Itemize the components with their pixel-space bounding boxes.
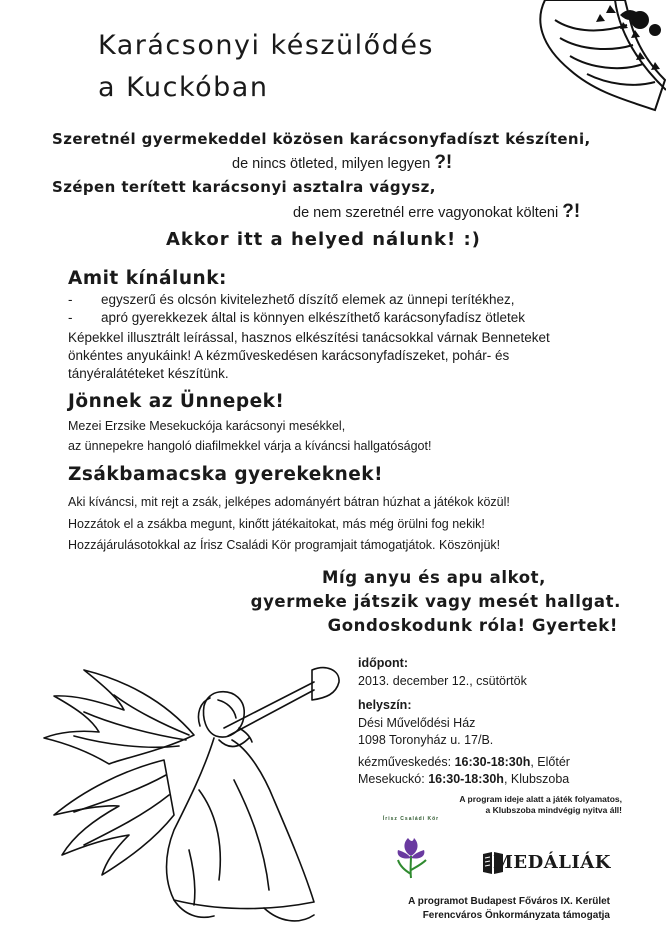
craft-schedule: kézműveskedés: 16:30-18:30h, Előtér [358, 755, 570, 769]
intro-question-2: Szépen terített karácsonyi asztalra vágysz, [52, 178, 436, 196]
offer-paragraph-line-1: Képekkel illusztrált leírással, hasznos elkészítési tanácsokkal várnak Benneteket [68, 330, 550, 345]
tale-schedule: Mesekuckó: 16:30-18:30h, Klubszoba [358, 772, 570, 786]
offer-paragraph-line-3: tányéralátéteket készítünk. [68, 366, 229, 381]
offer-bullet-2: - apró gyerekkezek által is könnyen elkészíthető karácsonyfadísz ötletek [68, 310, 525, 325]
intro-question-2b: de nem szeretnél erre vagyonokat költeni ?! [293, 201, 581, 222]
iris-logo-text: Írisz Családi Kör [382, 816, 440, 822]
holidays-line-1: Mezei Erzsike Mesekuckója karácsonyi mesékkel, [68, 419, 346, 433]
christmas-bells-illustration [515, 0, 666, 140]
iris-flower-icon [380, 826, 442, 886]
medaliak-wordmark: MEDÁLIÁK [493, 852, 611, 873]
offer-heading: Amit kínálunk: [68, 268, 227, 289]
bullet-marker: - [68, 292, 73, 307]
offer-paragraph-line-2: önkéntes anyukáink! A kézműveskedésen karácsonyfadíszeket, pohár- és [68, 348, 510, 363]
place-line-1: Dési Művelődési Ház [358, 716, 476, 730]
intro-question-1: Szeretnél gyermekeddel közösen karácsonyfadíszt készíteni, [52, 130, 591, 148]
time-label: időpont: [358, 656, 408, 670]
holidays-line-2: az ünnepekre hangoló diafilmekkel várja a kíváncsi hallgatóságot! [68, 439, 432, 453]
grabbag-line-2: Hozzátok el a zsákba megunt, kinőtt játékaitokat, más még örülni fog nekik! [68, 517, 485, 531]
title-line-1: Karácsonyi készülődés [98, 30, 435, 61]
question-mark-2: ?! [562, 201, 581, 222]
program-note: A program ideje alatt a játék folyamatos, a Klubszoba mindvégig nyitva áll! [459, 794, 622, 815]
bullet-marker: - [68, 310, 73, 325]
offer-bullet-1: - egyszerű és olcsón kivitelezhető díszítő elemek az ünnepi terítékhez, [68, 292, 515, 307]
sponsor-line-1: A programot Budapest Főváros IX. Kerület [408, 896, 610, 907]
call-to-action: Akkor itt a helyed nálunk! :) [166, 229, 481, 250]
closing-line-1: Míg anyu és apu alkot, [322, 568, 546, 587]
grabbag-line-3: Hozzájárulásotokkal az Írisz Családi Kör programjait támogatjátok. Köszönjük! [68, 538, 501, 552]
intro-question-1b: de nincs ötleted, milyen legyen ?! [232, 152, 453, 173]
sponsor-line-2: Ferencváros Önkormányzata támogatja [422, 910, 610, 921]
question-mark-1: ?! [434, 152, 453, 173]
place-line-2: 1098 Toronyház u. 17/B. [358, 733, 494, 747]
iris-family-circle-logo [380, 816, 442, 886]
grabbag-line-1: Aki kíváncsi, mit rejt a zsák, jelképes adományért bátran húzhat a játékok közül! [68, 495, 510, 509]
place-label: helyszín: [358, 698, 412, 712]
grabbag-heading: Zsákbamacska gyerekeknek! [68, 464, 384, 485]
closing-line-2: gyermeke játszik vagy mesét hallgat. [250, 592, 621, 611]
sponsor-note [408, 895, 610, 923]
time-value: 2013. december 12., csütörtök [358, 674, 527, 688]
closing-line-3: Gondoskodunk róla! Gyertek! [327, 616, 618, 635]
angel-with-trumpet-illustration [14, 640, 344, 930]
holidays-heading: Jönnek az Ünnepek! [68, 391, 285, 412]
title-line-2: a Kuckóban [98, 72, 269, 103]
